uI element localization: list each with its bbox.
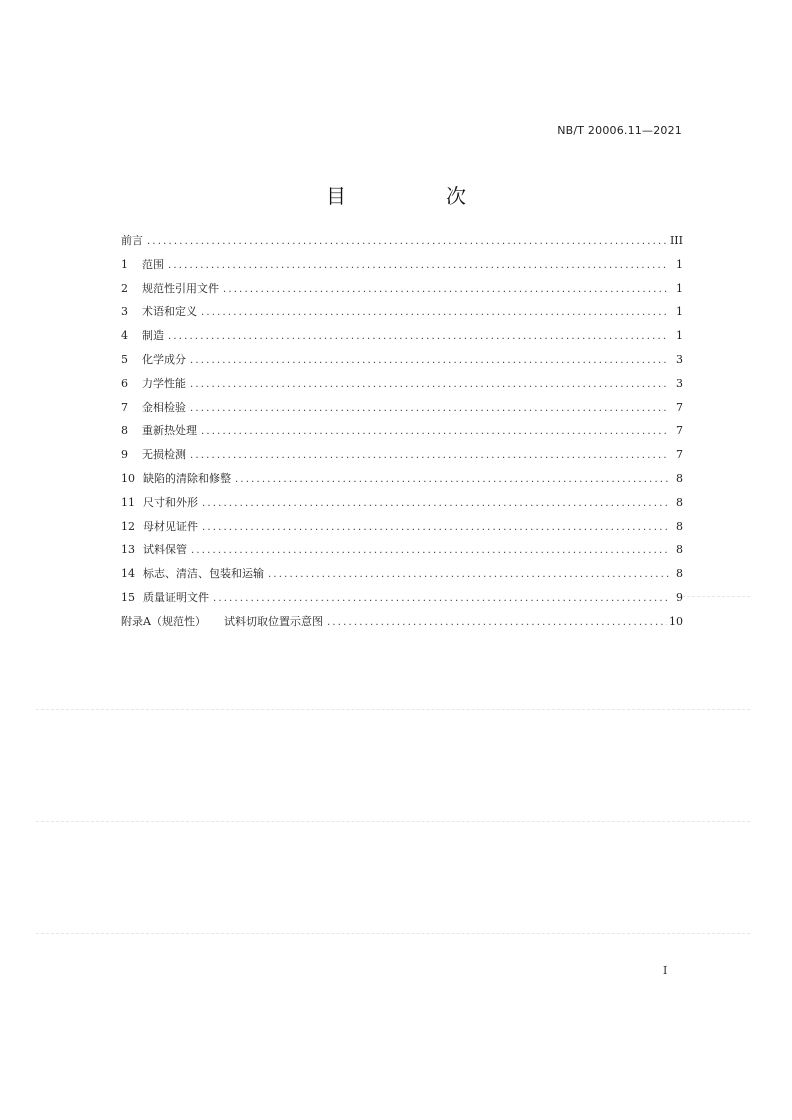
toc-entry-number: 10 [121,471,135,485]
toc-entry-page: 1 [676,305,683,319]
toc-entry-4[interactable] [121,327,683,351]
toc-entry-label: 母材见证件 [143,519,198,533]
toc-entry-label: 术语和定义 [142,305,197,319]
toc-entry-number: 7 [121,400,128,414]
toc-entry-5[interactable] [121,351,683,375]
toc-entry-number: 6 [121,376,128,390]
faint-divider [682,596,750,597]
toc-leader-dots [327,617,667,628]
toc-entry-label: 力学性能 [142,376,186,390]
toc-entry-3[interactable] [121,303,683,327]
toc-entry-page: 3 [676,352,683,366]
toc-entry-6[interactable] [121,375,683,399]
toc-entry-label: 试料保管 [143,543,187,557]
toc-entry-number: 12 [121,519,135,533]
toc-entry-page: 9 [676,590,683,604]
toc-leader-dots [213,593,669,604]
toc-entry-number: 5 [121,352,128,366]
toc-leader-dots [168,331,669,342]
table-of-contents [121,232,683,637]
toc-leader-dots [202,498,669,509]
toc-entry-number: 4 [121,329,128,343]
toc-title: 目 次 [326,184,506,208]
toc-entry-14[interactable] [121,565,683,589]
toc-entry-label: 无损检测 [142,448,186,462]
toc-entry-13[interactable] [121,541,683,565]
toc-entry-1[interactable] [121,256,683,280]
toc-entry-label: 标志、清洁、包装和运输 [143,567,264,581]
toc-entry-appendix-a[interactable] [121,613,683,637]
standard-code: NB/T 20006.11—2021 [557,124,682,137]
toc-entry-9[interactable] [121,446,683,470]
toc-entry-number: 13 [121,543,135,557]
toc-leader-dots [190,450,669,461]
toc-leader-dots [268,569,669,580]
toc-entry-number: 14 [121,567,135,581]
toc-entry-label: 缺陷的清除和修整 [143,471,231,485]
toc-entry-label: 试料切取位置示意图 [223,614,323,628]
toc-appendix-prefix: 附录A（规范性） [121,614,206,628]
toc-entry-page: 1 [676,281,683,295]
toc-leader-dots [201,426,669,437]
toc-entry-page: 8 [676,543,683,557]
toc-entry-label: 制造 [142,329,164,343]
toc-entry-7[interactable] [121,399,683,423]
toc-entry-page: 8 [676,471,683,485]
toc-entry-preface[interactable] [121,232,683,256]
toc-entry-number: 1 [121,257,128,271]
faint-divider [36,821,750,822]
toc-entry-page: 7 [676,400,683,414]
faint-divider [36,933,750,934]
toc-entry-number: 8 [121,424,128,438]
toc-entry-page: III [669,234,683,247]
toc-leader-dots [190,403,669,414]
toc-leader-dots [223,284,669,295]
toc-entry-number: 9 [121,448,128,462]
toc-entry-15[interactable] [121,589,683,613]
toc-entry-label: 范围 [142,257,164,271]
toc-entry-label: 规范性引用文件 [142,281,219,295]
page-number: I [663,964,668,977]
toc-entry-11[interactable] [121,494,683,518]
toc-leader-dots [191,545,669,556]
toc-entry-number: 11 [121,495,135,509]
toc-leader-dots [201,307,669,318]
toc-entry-page: 8 [676,519,683,533]
toc-entry-label: 尺寸和外形 [143,495,198,509]
toc-entry-label: 金相检验 [142,400,186,414]
toc-entry-page: 8 [676,567,683,581]
toc-entry-label: 重新热处理 [142,424,197,438]
toc-entry-page: 8 [676,495,683,509]
toc-leader-dots [147,236,668,247]
toc-entry-page: 7 [676,448,683,462]
toc-leader-dots [190,379,669,390]
toc-leader-dots [190,355,669,366]
toc-entry-page: 7 [676,424,683,438]
toc-entry-label: 质量证明文件 [143,590,209,604]
toc-leader-dots [168,260,669,271]
toc-entry-page: 1 [676,257,683,271]
toc-entry-number: 15 [121,590,135,604]
toc-entry-10[interactable] [121,470,683,494]
toc-entry-number: 2 [121,281,128,295]
faint-divider [36,709,750,710]
toc-leader-dots [235,474,669,485]
toc-entry-page: 1 [676,329,683,343]
toc-entry-page: 10 [669,614,683,628]
toc-entry-number: 3 [121,305,128,319]
toc-entry-12[interactable] [121,518,683,542]
toc-entry-label: 化学成分 [142,352,186,366]
toc-entry-label: 前言 [121,234,143,247]
toc-entry-2[interactable] [121,280,683,304]
toc-entry-page: 3 [676,376,683,390]
toc-leader-dots [202,522,669,533]
toc-entry-8[interactable] [121,422,683,446]
